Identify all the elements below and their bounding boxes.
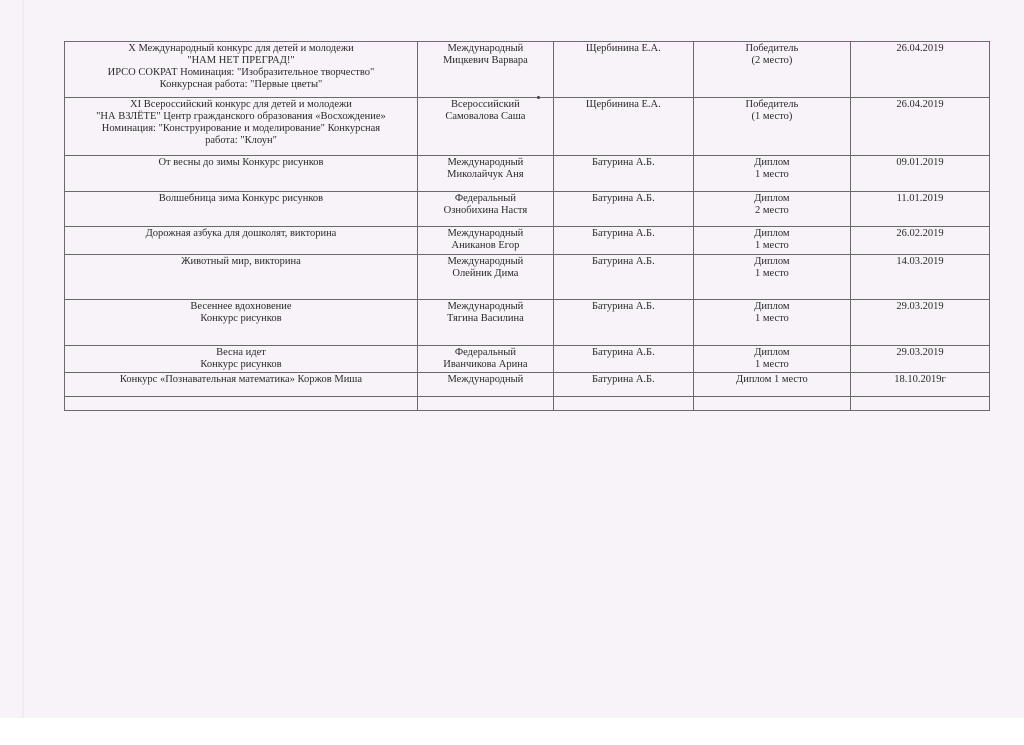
level-text: Международный xyxy=(447,301,524,312)
date-cell xyxy=(851,227,990,255)
participant-name: Ознобихина Настя xyxy=(443,205,528,216)
teacher-cell xyxy=(553,42,693,98)
empty-cell xyxy=(65,397,418,411)
participant-name: Самовалова Саша xyxy=(445,111,526,122)
table-row xyxy=(65,373,990,397)
date-cell xyxy=(851,156,990,192)
contest-title-cell xyxy=(65,98,418,156)
teacher-name: Батурина А.Б. xyxy=(591,228,655,239)
contest-title-cell xyxy=(65,300,418,346)
result-place: 2 место xyxy=(755,205,789,216)
teacher-name: Батурина А.Б. xyxy=(591,193,655,204)
award-date: 14.03.2019 xyxy=(896,256,944,267)
contest-title-line: Конкурсная работа: "Первые цветы" xyxy=(159,79,323,90)
contest-title-cell xyxy=(65,346,418,373)
result-cell xyxy=(693,156,850,192)
table-row xyxy=(65,300,990,346)
result-cell xyxy=(693,346,850,373)
level-participant-cell xyxy=(417,373,553,397)
result-text: Победитель xyxy=(745,99,799,110)
contest-title-line: Волшебница зима Конкурс рисунков xyxy=(158,193,324,204)
date-cell xyxy=(851,98,990,156)
teacher-cell xyxy=(553,373,693,397)
result-text: Диплом xyxy=(754,347,790,358)
table-row xyxy=(65,227,990,255)
level-participant-cell xyxy=(417,156,553,192)
teacher-name: Батурина А.Б. xyxy=(591,157,655,168)
date-cell xyxy=(851,346,990,373)
level-text: Международный xyxy=(447,374,524,385)
result-cell xyxy=(693,42,850,98)
teacher-cell xyxy=(553,255,693,300)
result-text: Диплом 1 место xyxy=(736,374,808,385)
teacher-cell xyxy=(553,346,693,373)
contest-title-cell xyxy=(65,192,418,227)
ink-speck xyxy=(537,96,540,99)
teacher-name: Батурина А.Б. xyxy=(591,374,655,385)
award-date: 26.02.2019 xyxy=(896,228,944,239)
table-row xyxy=(65,255,990,300)
result-text: Диплом xyxy=(754,157,790,168)
participant-name: Тягина Василина xyxy=(447,313,524,324)
contest-title-cell xyxy=(65,373,418,397)
awards-table xyxy=(64,41,990,411)
level-participant-cell xyxy=(417,227,553,255)
level-text: Международный xyxy=(447,43,524,54)
contest-title-line: ИРСО СОКРАТ Номинация: "Изобразительное творчество" xyxy=(107,67,375,78)
empty-cell xyxy=(851,397,990,411)
award-date: 26.04.2019 xyxy=(896,43,944,54)
result-place: (1 место) xyxy=(751,111,793,122)
teacher-name: Щербинина Е.А. xyxy=(585,43,661,54)
table-row xyxy=(65,98,990,156)
teacher-cell xyxy=(553,192,693,227)
contest-title-line: работа: "Клоун" xyxy=(205,135,277,146)
teacher-name: Батурина А.Б. xyxy=(591,347,655,358)
level-text: Международный xyxy=(447,256,524,267)
contest-title-line: Животный мир, викторина xyxy=(181,256,301,267)
contest-title-cell xyxy=(65,227,418,255)
level-participant-cell xyxy=(417,255,553,300)
level-text: Международный xyxy=(447,228,524,239)
contest-title-cell xyxy=(65,255,418,300)
result-text: Диплом xyxy=(754,256,790,267)
award-date: 09.01.2019 xyxy=(896,157,944,168)
teacher-cell xyxy=(553,300,693,346)
teacher-name: Батурина А.Б. xyxy=(591,301,655,312)
result-place: 1 место xyxy=(755,240,789,251)
empty-cell xyxy=(417,397,553,411)
level-participant-cell xyxy=(417,300,553,346)
award-date: 29.03.2019 xyxy=(896,347,944,358)
level-text: Федеральный xyxy=(454,193,516,204)
sheet-shadow xyxy=(22,0,24,720)
result-text: Диплом xyxy=(754,193,790,204)
contest-title-line: Конкурс «Познавательная математика» Коржов Миша xyxy=(119,374,363,385)
date-cell xyxy=(851,373,990,397)
result-cell xyxy=(693,300,850,346)
result-cell xyxy=(693,255,850,300)
participant-name: Мицкевич Варвара xyxy=(442,55,528,66)
level-text: Федеральный xyxy=(454,347,516,358)
level-text: Всероссийский xyxy=(451,99,520,110)
result-place: (2 место) xyxy=(751,55,793,66)
level-participant-cell xyxy=(417,98,553,156)
contest-title-line: Конкурс рисунков xyxy=(200,313,282,324)
teacher-name: Батурина А.Б. xyxy=(591,256,655,267)
date-cell xyxy=(851,42,990,98)
level-participant-cell xyxy=(417,346,553,373)
page-bottom-edge xyxy=(0,718,1024,745)
award-date: 11.01.2019 xyxy=(896,193,944,204)
result-place: 1 место xyxy=(755,268,789,279)
result-cell xyxy=(693,192,850,227)
contest-title-line: "НАМ НЕТ ПРЕГРАД!" xyxy=(187,55,295,66)
contest-title-line: X Международный конкурс для детей и молодежи xyxy=(128,43,354,54)
result-text: Диплом xyxy=(754,228,790,239)
empty-cell xyxy=(693,397,850,411)
participant-name: Иванчикова Арина xyxy=(443,359,528,370)
contest-title-line: XI Всероссийский конкурс для детей и молодежи xyxy=(130,99,352,110)
table-row-empty xyxy=(65,397,990,411)
level-participant-cell xyxy=(417,42,553,98)
result-place: 1 место xyxy=(755,169,789,180)
contest-title-line: Номинация: "Конструирование и моделирование" Конкурсная xyxy=(101,123,381,134)
table-row xyxy=(65,42,990,98)
table-row xyxy=(65,192,990,227)
result-text: Победитель xyxy=(745,43,799,54)
contest-title-line: Дорожная азбука для дошколят, викторина xyxy=(145,228,337,239)
award-date: 26.04.2019 xyxy=(896,99,944,110)
teacher-name: Щербинина Е.А. xyxy=(585,99,661,110)
contest-title-line: Весеннее вдохновение xyxy=(190,301,292,312)
contest-title-cell xyxy=(65,156,418,192)
contest-title-line: Конкурс рисунков xyxy=(200,359,282,370)
date-cell xyxy=(851,300,990,346)
result-place: 1 место xyxy=(755,359,789,370)
table-row xyxy=(65,156,990,192)
date-cell xyxy=(851,192,990,227)
level-text: Международный xyxy=(447,157,524,168)
level-participant-cell xyxy=(417,192,553,227)
participant-name: Миколайчук Аня xyxy=(447,169,524,180)
contest-title-line: "НА ВЗЛЁТЕ" Центр гражданского образования «Восхождение» xyxy=(96,111,386,122)
contest-title-cell xyxy=(65,42,418,98)
result-cell xyxy=(693,373,850,397)
participant-name: Аниканов Егор xyxy=(451,240,520,251)
empty-cell xyxy=(553,397,693,411)
teacher-cell xyxy=(553,98,693,156)
result-place: 1 место xyxy=(755,313,789,324)
result-text: Диплом xyxy=(754,301,790,312)
date-cell xyxy=(851,255,990,300)
contest-title-line: Весна идет xyxy=(216,347,266,358)
award-date: 29.03.2019 xyxy=(896,301,944,312)
teacher-cell xyxy=(553,227,693,255)
award-date: 18.10.2019г xyxy=(894,374,946,385)
participant-name: Олейник Дима xyxy=(452,268,519,279)
result-cell xyxy=(693,98,850,156)
result-cell xyxy=(693,227,850,255)
teacher-cell xyxy=(553,156,693,192)
table-row xyxy=(65,346,990,373)
contest-title-line: От весны до зимы Конкурс рисунков xyxy=(158,157,324,168)
